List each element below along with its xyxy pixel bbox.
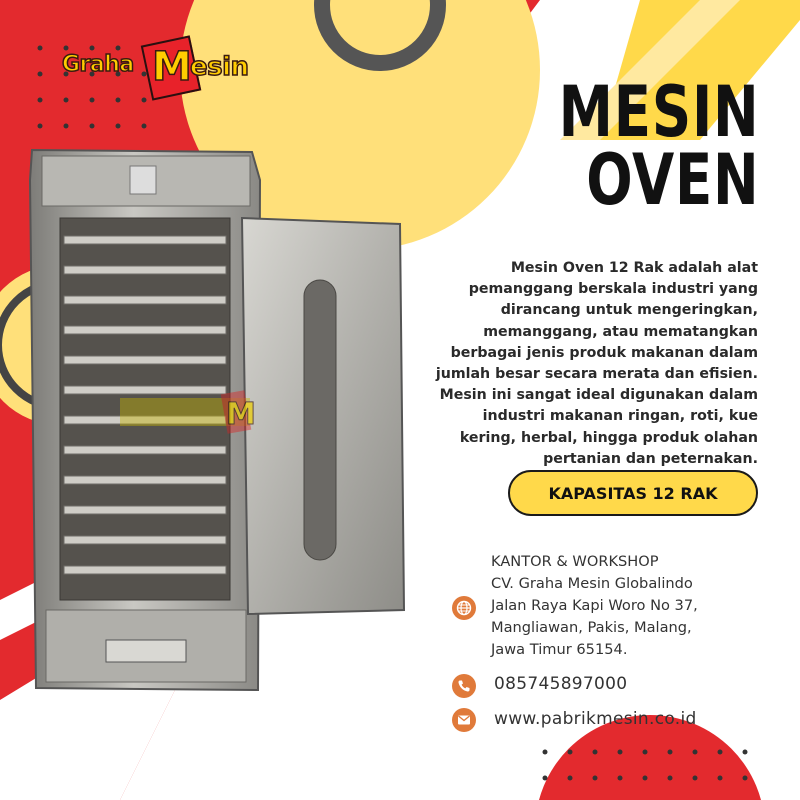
office-company: CV. Graha Mesin Globalindo xyxy=(491,575,693,592)
title-line-2: OVEN xyxy=(586,139,760,221)
oven-top-label xyxy=(130,166,156,194)
description-line: berbagai jenis produk makanan dalam xyxy=(450,344,758,361)
brand-logo xyxy=(58,34,258,96)
description-line: pemanggang berskala industri yang xyxy=(468,281,758,298)
office-heading: KANTOR & WORKSHOP xyxy=(491,553,659,570)
description-line: Mesin Oven 12 Rak adalah alat xyxy=(510,260,758,276)
globe-icon xyxy=(452,596,476,620)
office-address xyxy=(491,551,698,661)
product-description xyxy=(418,258,758,470)
website-link[interactable]: www.pabrikmesin.co.id xyxy=(494,709,697,729)
title-line-1: MESIN xyxy=(559,71,760,153)
capacity-button[interactable]: KAPASITAS 12 RAK xyxy=(508,470,758,516)
description-line: industri makanan ringan, roti, kue xyxy=(482,408,758,425)
mail-icon xyxy=(452,708,476,732)
oven-photo xyxy=(20,140,420,700)
logo-text-graha: Graha xyxy=(62,52,134,77)
description-line: dirancang untuk mengeringkan, xyxy=(500,302,758,319)
description-line: Mesin ini sangat ideal digunakan dalam xyxy=(439,387,758,404)
logo-text-m: M xyxy=(152,44,192,90)
watermark-initial: M xyxy=(226,397,256,432)
logo-text-esin: esin xyxy=(190,52,249,82)
description-line: jumlah besar secara merata dan efisien. xyxy=(435,366,758,383)
description-line: kering, herbal, hingga produk olahan xyxy=(459,429,758,446)
phone-icon xyxy=(452,674,476,698)
oven-door-window xyxy=(304,280,336,560)
office-region: Jawa Timur 65154. xyxy=(491,641,628,658)
page-title xyxy=(559,71,760,221)
oven-drawer-handle xyxy=(106,640,186,662)
phone-number[interactable]: 085745897000 xyxy=(494,674,628,694)
office-area: Mangliawan, Pakis, Malang, xyxy=(491,619,692,636)
description-line: pertanian dan peternakan. xyxy=(543,450,758,467)
description-line: memanggang, atau mematangkan xyxy=(483,323,758,340)
office-street: Jalan Raya Kapi Woro No 37, xyxy=(491,597,698,614)
